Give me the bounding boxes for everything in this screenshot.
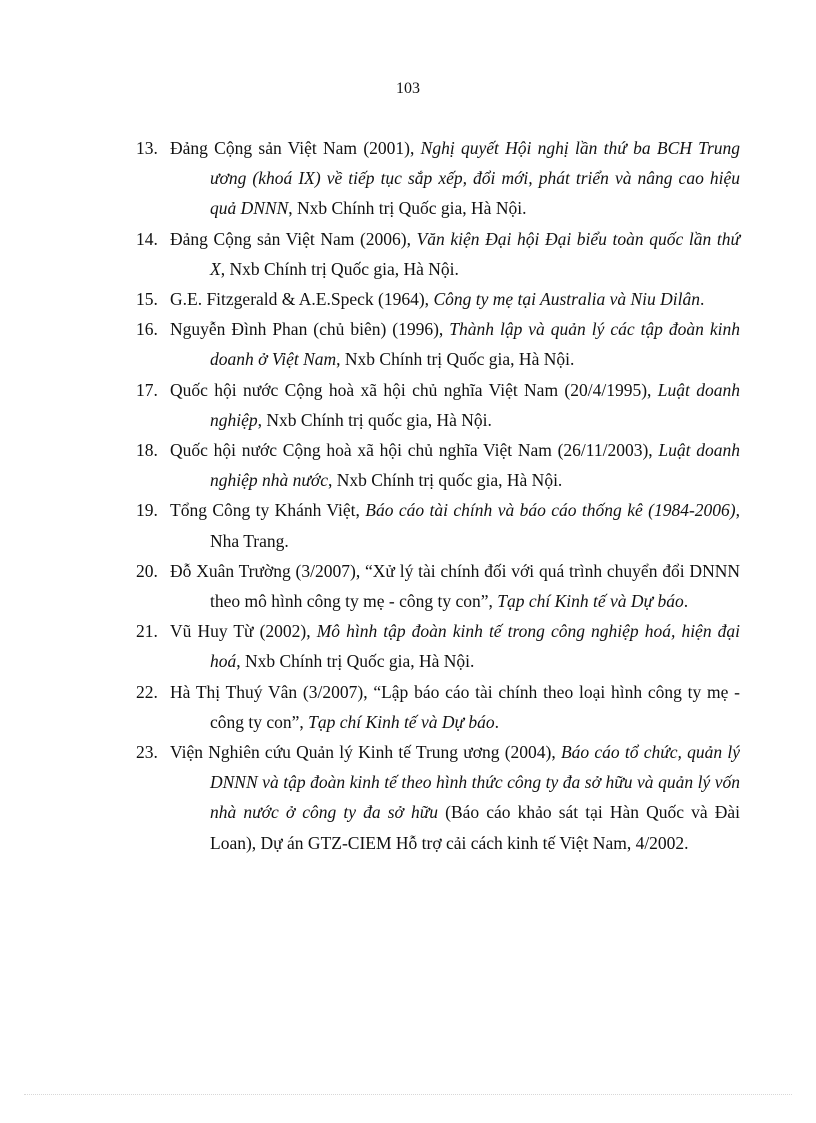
- reference-number: 19.: [136, 500, 158, 521]
- reference-author-year: Viện Nghiên cứu Quản lý Kinh tế Trung ương (2004),: [170, 742, 561, 763]
- reference-number: 18.: [136, 440, 158, 461]
- reference-item: [136, 677, 740, 737]
- reference-item: [136, 284, 740, 314]
- reference-title: Thành lập và quản lý các tập đoàn kinh doanh ở Việt Nam: [210, 319, 740, 370]
- reference-title: Luật doanh nghiệp: [210, 379, 740, 430]
- reference-item: [136, 375, 740, 435]
- reference-number: 17.: [136, 379, 158, 400]
- reference-number: 14.: [136, 228, 158, 249]
- reference-number: 23.: [136, 742, 158, 763]
- reference-publisher: , Nxb Chính trị quốc gia, Hà Nội.: [257, 409, 492, 430]
- reference-item: [136, 133, 740, 224]
- reference-title: Mô hình tập đoàn kinh tế trong công nghiệp hoá, hiện đại hoá: [210, 621, 740, 672]
- reference-author-year: Quốc hội nước Cộng hoà xã hội chủ nghĩa Việt Nam (20/4/1995),: [170, 379, 658, 400]
- reference-title: Báo cáo tổ chức, quản lý DNNN và tập đoàn kinh tế theo hình thức công ty đa sở hữu và quản lý vốn nhà nước ở công ty đa sở hữu: [210, 742, 740, 823]
- reference-number: 20.: [136, 560, 158, 581]
- reference-publisher: (Báo cáo khảo sát tại Hàn Quốc và Đài Loan), Dự án GTZ-CIEM Hỗ trợ cải cách kinh tế Việt Nam, 4/2002.: [210, 802, 740, 853]
- reference-title: Báo cáo tài chính và báo cáo thống kê (1984-2006): [365, 500, 736, 521]
- reference-publisher: , Nxb Chính trị quốc gia, Hà Nội.: [328, 470, 563, 491]
- reference-publisher: , Nxb Chính trị Quốc gia, Hà Nội.: [236, 651, 475, 672]
- reference-publisher: , Nxb Chính trị Quốc gia, Hà Nội.: [336, 349, 575, 370]
- reference-publisher: , Nxb Chính trị Quốc gia, Hà Nội.: [288, 198, 527, 219]
- reference-item: [136, 495, 740, 555]
- reference-author-year: Đảng Cộng sản Việt Nam (2001),: [170, 138, 421, 158]
- reference-item: [136, 435, 740, 495]
- reference-item: [136, 556, 740, 616]
- reference-author-year: Đảng Cộng sản Việt Nam (2006),: [170, 228, 417, 249]
- reference-publisher: .: [494, 711, 500, 732]
- reference-number: 13.: [136, 138, 158, 158]
- reference-item: [136, 616, 740, 676]
- reference-author-year: Hà Thị Thuý Vân (3/2007), “Lập báo cáo tài chính theo loại hình công ty mẹ - công ty con”,: [170, 681, 740, 732]
- reference-title: Luật doanh nghiệp nhà nước: [210, 440, 740, 491]
- reference-author-year: G.E. Fitzgerald & A.E.Speck (1964),: [170, 289, 434, 310]
- reference-publisher: , Nxb Chính trị Quốc gia, Hà Nội.: [220, 258, 459, 279]
- reference-title: Văn kiện Đại hội Đại biểu toàn quốc lần thứ X: [210, 228, 740, 279]
- reference-item: [136, 224, 740, 284]
- reference-number: 16.: [136, 319, 158, 340]
- reference-title: Tạp chí Kinh tế và Dự báo: [497, 591, 684, 612]
- reference-number: 21.: [136, 621, 158, 642]
- reference-title: Tạp chí Kinh tế và Dự báo: [308, 711, 495, 732]
- reference-number: 22.: [136, 681, 158, 702]
- reference-number: 15.: [136, 289, 158, 310]
- reference-item: [136, 737, 740, 858]
- reference-author-year: Quốc hội nước Cộng hoà xã hội chủ nghĩa Việt Nam (26/11/2003),: [170, 440, 659, 461]
- reference-author-year: Tổng Công ty Khánh Việt,: [170, 500, 366, 521]
- reference-list: [136, 133, 740, 858]
- reference-title: Công ty mẹ tại Australia và Niu Dilân: [433, 289, 700, 310]
- page-number: 103: [396, 80, 420, 97]
- reference-title: Nghị quyết Hội nghị lần thứ ba BCH Trung ương (khoá IX) về tiếp tục sắp xếp, đổi mới, phát triển và nâng cao hiệu quả DNNN: [210, 138, 741, 219]
- reference-item: [136, 314, 740, 374]
- reference-author-year: Nguyễn Đình Phan (chủ biên) (1996),: [170, 319, 450, 340]
- reference-publisher: , Nha Trang.: [210, 500, 740, 551]
- reference-author-year: Đỗ Xuân Trường (3/2007), “Xử lý tài chính đối với quá trình chuyển đổi DNNN theo mô hình công ty mẹ - công ty con”,: [170, 560, 740, 612]
- reference-publisher: .: [700, 289, 705, 310]
- reference-author-year: Vũ Huy Từ (2002),: [170, 621, 317, 642]
- page-bottom-divider: [24, 1094, 792, 1095]
- reference-publisher: .: [683, 591, 689, 612]
